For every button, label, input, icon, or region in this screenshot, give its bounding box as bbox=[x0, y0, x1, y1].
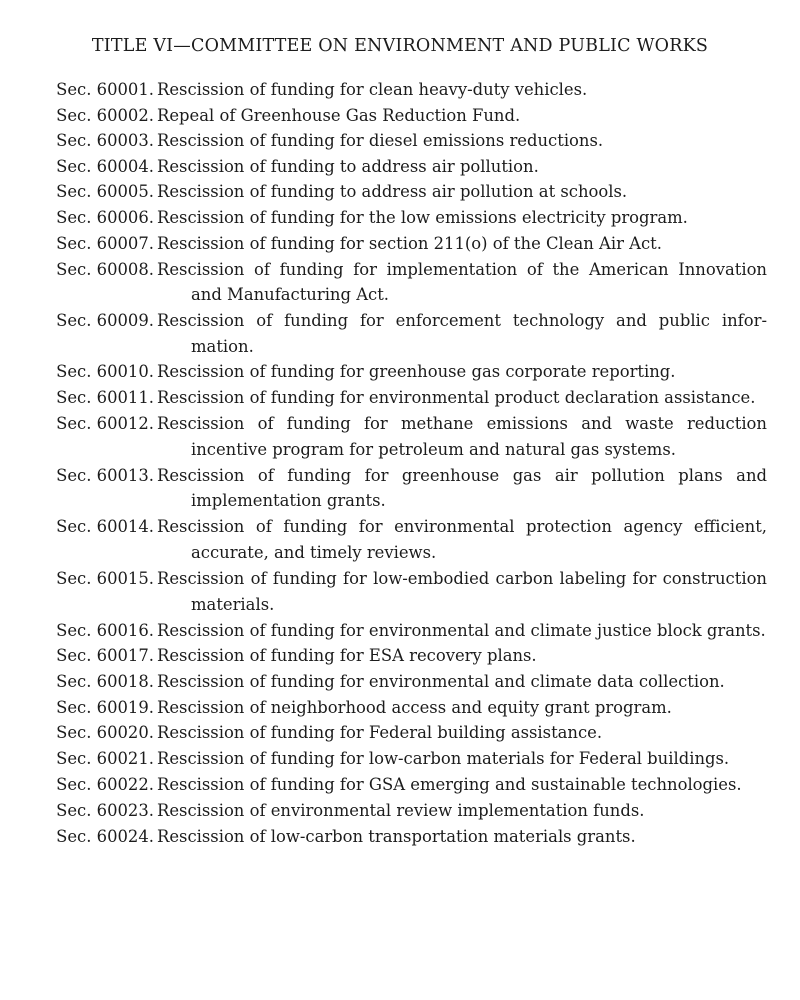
toc-entry bbox=[0, 798, 800, 824]
toc-entry bbox=[0, 128, 800, 154]
toc-entry bbox=[0, 643, 800, 669]
section-title: Rescission of funding for environmental protection agency efficient, accurate, and timely reviews. bbox=[157, 517, 767, 563]
toc-entry bbox=[0, 205, 800, 231]
section-title: Rescission of funding for greenhouse gas air pollution plans and implementation grants. bbox=[157, 465, 767, 511]
title-heading: TITLE VI—COMMITTEE ON ENVIRONMENT AND PUBLIC WORKS bbox=[91, 36, 709, 56]
toc-entry bbox=[0, 103, 800, 129]
toc-entry bbox=[0, 154, 800, 180]
section-number: Sec. 60003. bbox=[56, 131, 154, 151]
table-of-contents bbox=[0, 77, 800, 849]
section-number: Sec. 60001. bbox=[56, 80, 154, 99]
section-number: Sec. 60004. bbox=[56, 156, 154, 176]
toc-entry bbox=[0, 463, 800, 514]
toc-entry bbox=[0, 308, 800, 359]
toc-entry bbox=[0, 695, 800, 721]
section-title: Rescission of funding for enforcement technology and public information. bbox=[157, 311, 767, 356]
section-number: Sec. 60006. bbox=[56, 207, 154, 227]
toc-entry bbox=[0, 231, 800, 257]
section-title: Rescission of funding for methane emissions and waste reduction incentive program for petroleum and natural gas systems. bbox=[157, 414, 767, 459]
section-title: Rescission of low-carbon transportation materials grants. bbox=[157, 826, 636, 846]
section-title: Repeal of Greenhouse Gas Reduction Fund. bbox=[157, 105, 521, 125]
section-title: Rescission of funding for low-embodied carbon labeling for construction materials. bbox=[157, 569, 767, 614]
section-title: Rescission of funding for Federal building assistance. bbox=[157, 723, 603, 743]
section-number: Sec. 60009. bbox=[56, 311, 154, 331]
section-number: Sec. 60013. bbox=[56, 465, 154, 485]
section-number: Sec. 60014. bbox=[56, 517, 154, 537]
section-title: Rescission of funding for diesel emissions reductions. bbox=[157, 131, 604, 151]
toc-entry bbox=[0, 772, 800, 798]
section-number: Sec. 60022. bbox=[56, 775, 154, 795]
toc-entry bbox=[0, 514, 800, 565]
section-title: Rescission of funding to address air pollution. bbox=[157, 156, 539, 176]
toc-entry bbox=[0, 385, 800, 411]
section-title: Rescission of neighborhood access and equity grant program. bbox=[157, 697, 672, 717]
section-title: Rescission of funding for GSA emerging and sustainable technologies. bbox=[157, 775, 742, 795]
section-number: Sec. 60020. bbox=[56, 723, 154, 743]
section-title: Rescission of funding to address air pollution at schools. bbox=[157, 182, 628, 202]
section-number: Sec. 60010. bbox=[56, 362, 154, 382]
section-title: Rescission of funding for environmental and climate justice block grants. bbox=[157, 620, 766, 640]
section-number: Sec. 60007. bbox=[56, 233, 154, 253]
section-title: Rescission of funding for implementation of the American Innovation and Manufacturing Act. bbox=[157, 259, 767, 305]
toc-entry bbox=[0, 77, 800, 103]
section-number: Sec. 60023. bbox=[56, 800, 154, 820]
section-number: Sec. 60016. bbox=[56, 620, 154, 640]
section-number: Sec. 60005. bbox=[56, 182, 154, 202]
toc-entry bbox=[0, 179, 800, 205]
section-number: Sec. 60017. bbox=[56, 646, 154, 666]
toc-entry bbox=[0, 359, 800, 385]
toc-entry bbox=[0, 618, 800, 644]
toc-entry bbox=[0, 720, 800, 746]
section-number: Sec. 60002. bbox=[56, 105, 154, 125]
section-number: Sec. 60024. bbox=[56, 826, 154, 846]
section-title: Rescission of funding for clean heavy-duty vehicles. bbox=[157, 80, 588, 99]
toc-entry bbox=[0, 746, 800, 772]
section-title: Rescission of funding for environmental product declaration assistance. bbox=[157, 388, 756, 408]
toc-entry bbox=[0, 411, 800, 462]
toc-entry bbox=[0, 257, 800, 308]
section-title: Rescission of funding for section 211(o) of the Clean Air Act. bbox=[157, 233, 662, 253]
section-number: Sec. 60018. bbox=[56, 672, 154, 692]
section-title: Rescission of funding for the low emissions electricity program. bbox=[157, 207, 688, 227]
section-title: Rescission of funding for low-carbon materials for Federal buildings. bbox=[157, 749, 730, 769]
section-number: Sec. 60011. bbox=[56, 388, 154, 408]
section-title: Rescission of funding for ESA recovery plans. bbox=[157, 646, 537, 666]
toc-entry bbox=[0, 824, 800, 850]
section-number: Sec. 60019. bbox=[56, 697, 154, 717]
section-title: Rescission of funding for environmental and climate data collection. bbox=[157, 672, 725, 692]
toc-entry bbox=[0, 566, 800, 617]
section-title: Rescission of funding for greenhouse gas corporate reporting. bbox=[157, 362, 676, 382]
section-number: Sec. 60021. bbox=[56, 749, 154, 769]
section-title: Rescission of environmental review implementation funds. bbox=[157, 800, 645, 820]
section-number: Sec. 60015. bbox=[56, 569, 154, 589]
section-number: Sec. 60008. bbox=[56, 259, 154, 279]
toc-entry bbox=[0, 669, 800, 695]
section-number: Sec. 60012. bbox=[56, 414, 154, 434]
